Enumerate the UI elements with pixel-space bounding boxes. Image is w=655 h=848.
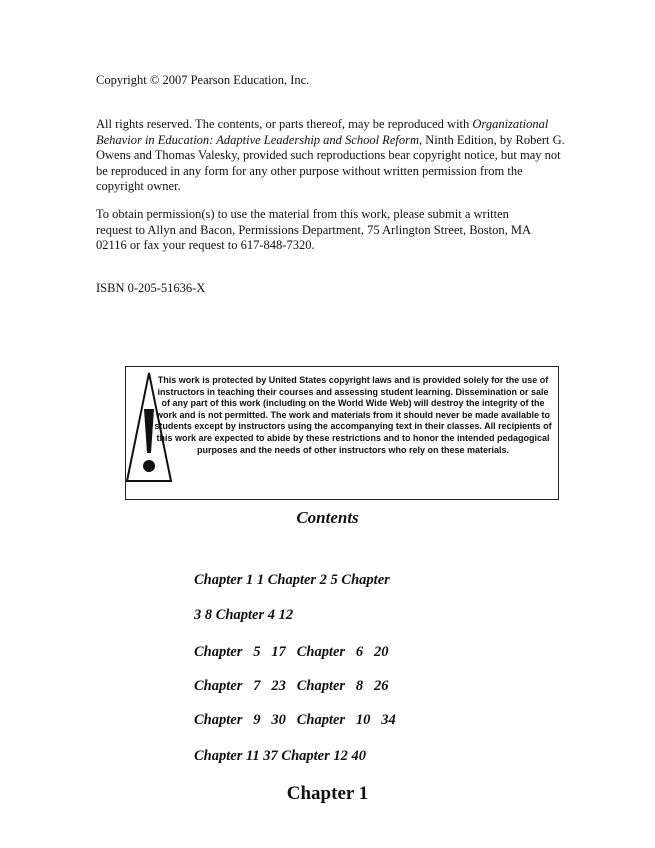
contents-title: Contents: [296, 508, 359, 527]
isbn-line: ISBN 0-205-51636-X: [96, 281, 206, 295]
permissions-paragraph: To obtain permission(s) to use the material from this work, please submit a written request to Allyn and Bacon, Permissions Department, 75 Arlington Street, Boston, MA 02116 or fax your request to 617-848-7320.: [96, 207, 531, 252]
toc-line: Chapter 1 1 Chapter 2 5 Chapter: [194, 572, 390, 588]
copyright-notice-box: [125, 366, 559, 500]
rights-text-before: All rights reserved. The contents, or parts thereof, may be reproduced with: [96, 117, 473, 131]
rights-text-after: , Ninth Edition, by Robert G. Owens and Thomas Valesky, provided such reproductions bear copyright notice, but may not be reproduced in any form for any other purpose without written permission from the copyright owner.: [96, 132, 565, 193]
toc-line: 3 8 Chapter 4 12: [194, 607, 294, 623]
toc-line: Chapter 9 30 Chapter 10 34: [194, 712, 396, 728]
toc-line: Chapter 5 17 Chapter 6 20: [194, 644, 389, 660]
copyright-line: Copyright © 2007 Pearson Education, Inc.: [96, 73, 310, 87]
rights-paragraph: [96, 117, 566, 195]
chapter-heading: Chapter 1: [286, 783, 369, 804]
notice-text: This work is protected by United States copyright laws and is provided solely for the use of instructors in teaching their courses and assessing student learning. Dissemination or sale of any part of this work (including on the World Wide Web) will destroy the integrity of the work and is not permitted. The work and materials from it should never be made available to students except by instructors using the accompanying text in their classes. All recipients of this work are expected to abide by these restrictions and to honor the intended pedagogical purposes and the needs of other instructors who rely on these materials.: [154, 375, 552, 455]
book-title: Organizational Behavior in Education: Adaptive Leadership and School Reform: [96, 117, 549, 147]
toc-line: Chapter 7 23 Chapter 8 26: [194, 678, 389, 694]
toc-line: Chapter 11 37 Chapter 12 40: [194, 748, 367, 764]
